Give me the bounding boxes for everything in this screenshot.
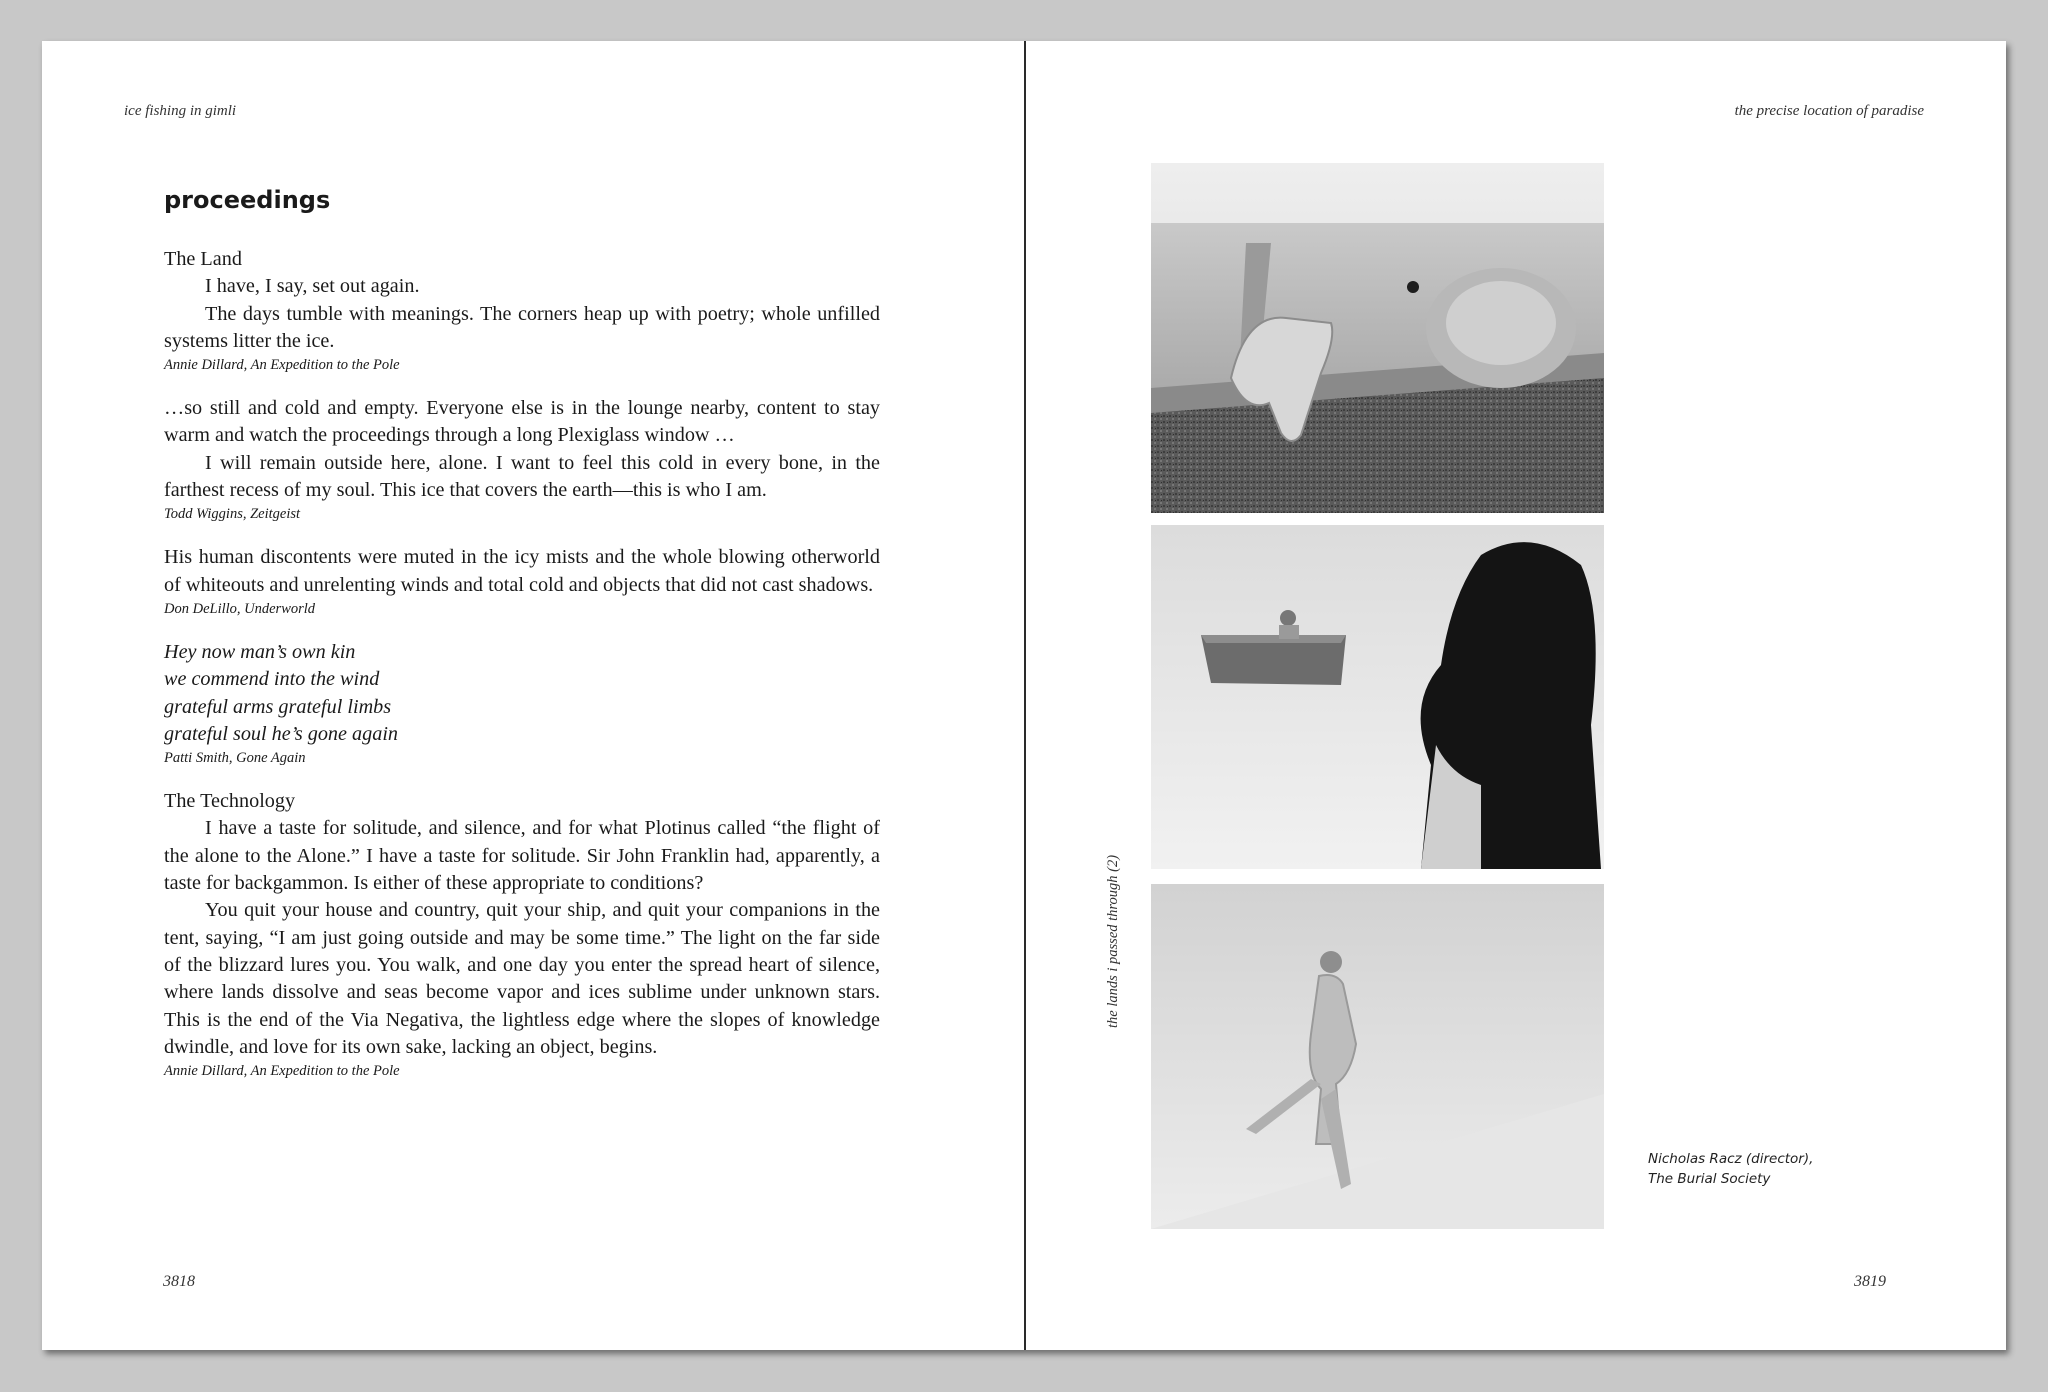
caption-line: Nicholas Racz (director), xyxy=(1648,1151,1814,1167)
lyric-line: grateful soul he’s gone again xyxy=(164,722,399,745)
running-head-right: the precise location of paradise xyxy=(1734,103,1924,119)
excerpt-smith-lyrics xyxy=(164,639,880,768)
attribution: Don DeLillo, Underworld xyxy=(164,600,316,617)
paragraph: The days tumble with meanings. The corners heap up with poetry; whole unfilled systems litter the ice. xyxy=(164,302,880,352)
excerpt-dillard-technology xyxy=(164,788,880,1081)
attribution: Patti Smith, Gone Again xyxy=(164,750,306,767)
paragraph: …so still and cold and empty. Everyone else is in the lounge nearby, content to stay warm and watch the proceedings through a long Plexiglass window … xyxy=(164,397,880,447)
section-heading-land: The Land xyxy=(164,248,242,270)
paragraph: You quit your house and country, quit your ship, and quit your companions in the tent, saying, “I am just going outside and may be some time.” The light on the far side of the blizzard lures you. You walk, and one day you enter the spread heart of silence, where lands dissolve and seas become vapor and ices sublime under unknown stars. This is the end of the Via Negativa, the lightless edge where the slopes of knowledge dwindle, and love for its own sake, lacking an object, begins. xyxy=(164,899,880,1058)
page-title: proceedings xyxy=(164,186,331,214)
photo-snow-figures xyxy=(1151,525,1604,869)
attribution: Annie Dillard, An Expedition to the Pole xyxy=(164,1063,400,1080)
caption-line: The Burial Society xyxy=(1648,1171,1771,1187)
excerpt-delillo xyxy=(164,544,880,619)
vertical-section-label: the lands i passed through (2) xyxy=(1105,854,1121,1028)
excerpt-wiggins xyxy=(164,395,880,524)
book-spread xyxy=(42,41,2006,1350)
photo-caption xyxy=(1648,1149,1813,1189)
page-number-left: 3818 xyxy=(163,1273,195,1290)
attribution: Annie Dillard, An Expedition to the Pole xyxy=(164,357,400,374)
text-block xyxy=(164,246,880,1101)
running-head-left: ice fishing in gimli xyxy=(124,103,237,119)
photo-man-walking xyxy=(1151,884,1604,1229)
paragraph: I have a taste for solitude, and silence, and for what Plotinus called “the flight of the alone to the Alone.” I have a taste for solitude. Sir John Franklin had, apparently, a taste for backgammon. Is either of these appropriate to conditions? xyxy=(164,817,880,895)
photo-man-in-box xyxy=(1151,163,1604,513)
excerpt-dillard-land xyxy=(164,246,880,375)
lyric-line: Hey now man’s own kin xyxy=(164,640,356,663)
paragraph: I have, I say, set out again. xyxy=(205,275,420,298)
lyric-line: we commend into the wind xyxy=(164,668,380,691)
right-page xyxy=(1026,41,2006,1350)
paragraph: I will remain outside here, alone. I want to feel this cold in every bone, in the farthest recess of my soul. This ice that covers the earth—this is who I am. xyxy=(164,451,880,502)
left-page xyxy=(42,41,1024,1350)
lyric-line: grateful arms grateful limbs xyxy=(164,695,392,718)
page-number-right: 3819 xyxy=(1854,1273,1886,1290)
paragraph: His human discontents were muted in the icy mists and the whole blowing otherworld of whiteouts and unrelenting winds and total cold and objects that did not cast shadows. xyxy=(164,546,880,596)
section-heading-technology: The Technology xyxy=(164,790,296,813)
attribution: Todd Wiggins, Zeitgeist xyxy=(164,506,301,523)
